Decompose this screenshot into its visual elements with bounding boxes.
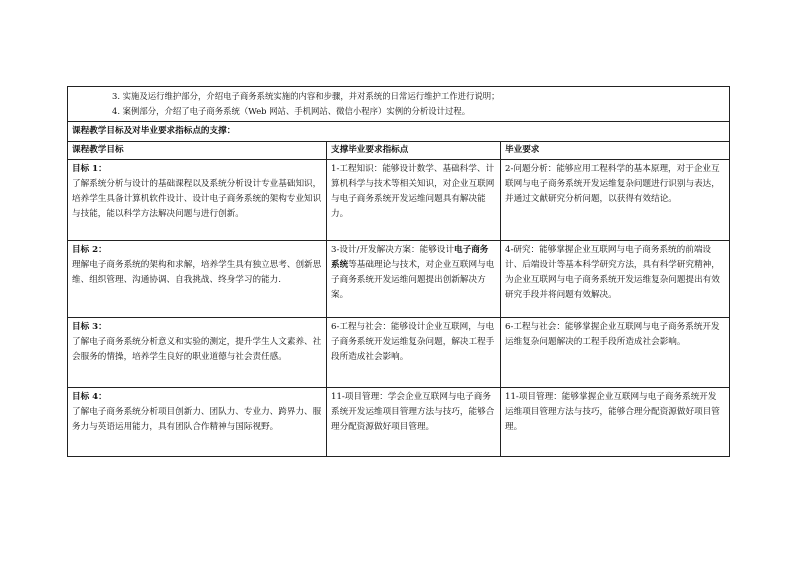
objective-text: 了解电子商务系统分析项目创新力、团队力、专业力、跨界力、服务力与英语运用能力，具有团队合作精神与国际视野。 (72, 407, 322, 432)
indicator-text-prefix: 3-设计/开发解决方案：能够设计 (331, 245, 454, 255)
header-objectives: 课程教学目标 (68, 142, 327, 160)
table-row (68, 318, 730, 388)
objective-cell (68, 388, 327, 457)
table-row (68, 388, 730, 457)
table-row (68, 241, 730, 318)
requirement-cell: 6-工程与社会：能够掌握企业互联网与电子商务系统开发运维复杂问题解决的工程手段所造成社会影响。 (501, 318, 730, 388)
course-objectives-table (67, 86, 730, 457)
table-row (68, 160, 730, 241)
intro-line-4: 4. 案例部分，介绍了电子商务系统（Web 网站、手机网站、微信小程序）实例的分析设计过程。 (112, 106, 471, 116)
indicator-text-bold: 电子商务系统 (331, 245, 489, 270)
requirement-cell: 4-研究：能够掌握企业互联网与电子商务系统的前端设计、后端设计等基本科学研究方法，具有科学研究精神，为企业互联网与电子商务系统开发运维复杂问题提出有效研究手段并将问题有效解决。 (501, 241, 730, 318)
indicator-cell: 6-工程与社会：能够设计企业互联网，与电子商务系统开发运维复杂问题，解决工程手段所造成社会影响。 (327, 318, 501, 388)
indicator-cell: 11-项目管理：学会企业互联网与电子商务系统开发运维项目管理方法与技巧，能够合理分配资源做好项目管理。 (327, 388, 501, 457)
course-content-intro (68, 87, 730, 122)
objective-label: 目标 4： (72, 392, 107, 402)
requirement-cell: 11-项目管理：能够掌握企业互联网与电子商务系统开发运维项目管理方法与技巧，能够合理分配资源做好项目管理。 (501, 388, 730, 457)
objective-cell (68, 318, 327, 388)
intro-line-3: 3. 实施及运行维护部分，介绍电子商务系统实施的内容和步骤，并对系统的日常运行维护工作进行说明； (112, 91, 500, 101)
objective-text: 了解系统分析与设计的基础课程以及系统分析设计专业基础知识，培养学生具备计算机软件设计、设计电子商务系统的架构专业知识与技能，能以科学方法解决问题与进行创新。 (72, 179, 322, 219)
indicator-cell: 1-工程知识：能够设计数学、基础科学、计算机科学与技术等相关知识，对企业互联网与电子商务系统开发运维问题具有解决能力。 (327, 160, 501, 241)
objective-label: 目标 2： (72, 245, 107, 255)
header-requirements: 毕业要求 (501, 142, 730, 160)
requirement-cell: 2-问题分析：能够应用工程科学的基本原理，对于企业互联网与电子商务系统开发运维复杂问题进行识别与表达，并通过文献研究分析问题，以获得有效结论。 (501, 160, 730, 241)
objective-label: 目标 1： (72, 164, 107, 174)
table-header-row (68, 142, 730, 160)
objective-text: 了解电子商务系统分析意义和实验的测定，提升学生人文素养、社会服务的情操，培养学生良好的职业道德与社会责任感。 (72, 337, 322, 362)
objective-cell (68, 160, 327, 241)
indicator-text-suffix: 等基础理论与技术，对企业互联网与电子商务系统开发运维问题提出创新解决方案。 (331, 260, 495, 300)
section-title: 课程教学目标及对毕业要求指标点的支撑： (68, 122, 730, 142)
objective-cell (68, 241, 327, 318)
objective-text: 理解电子商务系统的架构和求解，培养学生具有独立思考、创新思维、组织管理、沟通协调、自我挑战、终身学习的能力. (72, 260, 322, 285)
objective-label: 目标 3： (72, 322, 107, 332)
header-indicators: 支撑毕业要求指标点 (327, 142, 501, 160)
indicator-cell (327, 241, 501, 318)
